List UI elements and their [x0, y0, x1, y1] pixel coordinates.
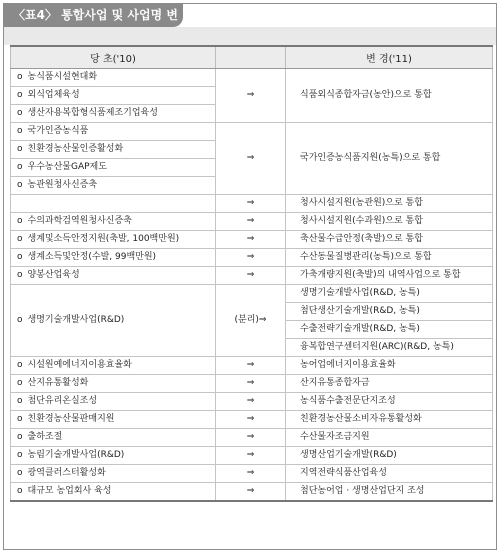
- original-item-label: 농림기술개발사업(R&D): [27, 450, 125, 460]
- bullet-icon: o: [17, 252, 23, 262]
- bullet-icon: o: [17, 468, 23, 478]
- changed-item: 산지유통종합자금: [286, 375, 493, 393]
- original-item: [11, 447, 216, 465]
- original-item: [11, 465, 216, 483]
- changed-item: 수산동물질병관리(농특)으로 통합: [286, 249, 493, 267]
- arrow-icon: ⇒: [216, 123, 286, 195]
- table-row: [11, 483, 493, 502]
- table-title: 〈표4〉 통합사업 및 사업명 변: [3, 3, 183, 27]
- bullet-icon: o: [17, 360, 23, 370]
- title-band: [4, 27, 496, 45]
- arrow-icon: ⇒: [216, 411, 286, 429]
- arrow-icon: ⇒: [216, 249, 286, 267]
- bullet-icon: o: [17, 396, 23, 406]
- original-item: [11, 159, 216, 177]
- original-item-label: 양봉산업육성: [27, 270, 80, 280]
- original-item-label: 친환경농산물판매지원: [27, 414, 115, 424]
- bullet-icon: o: [17, 216, 23, 226]
- table-row: [11, 429, 493, 447]
- bullet-icon: o: [17, 90, 23, 100]
- changed-item: 친환경농산물소비자유통활성화: [286, 411, 493, 429]
- original-item-label: 대규모 농업회사 육성: [27, 486, 112, 496]
- changed-item: 식품외식종합자금(농안)으로 통합: [286, 69, 493, 123]
- original-item-label: 생계소득및안정(수발, 99백만원): [27, 252, 157, 262]
- arrow-icon: ⇒: [216, 267, 286, 285]
- bullet-icon: o: [17, 108, 23, 118]
- changed-item: 농식품수출전문단지조성: [286, 393, 493, 411]
- bullet-icon: o: [17, 72, 23, 82]
- changed-item: 융복합연구센터지원(ARC)(R&D, 농특): [286, 339, 493, 357]
- original-item-label: 수의과학검역원청사신증축: [27, 216, 132, 226]
- original-item: [11, 429, 216, 447]
- original-item-label: 친환경농산물인증활성화: [27, 144, 124, 154]
- original-item: [11, 375, 216, 393]
- arrow-icon: ⇒: [216, 483, 286, 502]
- changed-item: 첨단생산기술개발(R&D, 농특): [286, 303, 493, 321]
- bullet-icon: o: [17, 162, 23, 172]
- changed-item: 생명기술개발사업(R&D, 농특): [286, 285, 493, 303]
- table-row: [11, 231, 493, 249]
- arrow-icon: ⇒: [216, 393, 286, 411]
- table-row: [11, 447, 493, 465]
- header-changed: 변 경('11): [286, 46, 493, 69]
- bullet-icon: o: [17, 234, 23, 244]
- original-item-label: 출하조절: [27, 432, 63, 442]
- arrow-icon: ⇒: [216, 447, 286, 465]
- table-row: [11, 375, 493, 393]
- arrow-icon: ⇒: [216, 213, 286, 231]
- table-row: [11, 123, 493, 141]
- bullet-icon: o: [17, 378, 23, 388]
- original-item: [11, 177, 216, 195]
- original-item: [11, 213, 216, 231]
- changed-item: 수산물자조금지원: [286, 429, 493, 447]
- original-item: [11, 357, 216, 375]
- original-item-label: 농관원청사신증축: [27, 180, 98, 190]
- original-item-label: 광역클러스터활성화: [27, 468, 106, 478]
- changed-item: 농어업에너지이용효율화: [286, 357, 493, 375]
- original-item-label: 생산자용복합형식품제조기업육성: [27, 108, 158, 118]
- bullet-icon: o: [17, 144, 23, 154]
- changed-item: 첨단농어업 · 생명산업단지 조성: [286, 483, 493, 502]
- changed-item: 가축개량지원(축발)의 내역사업으로 통합: [286, 267, 493, 285]
- original-item-label: 우수농산물GAP제도: [27, 162, 107, 172]
- arrow-icon: ⇒: [216, 375, 286, 393]
- table-row: [11, 69, 493, 87]
- arrow-icon: ⇒: [216, 195, 286, 213]
- changed-item: 청사시설지원(농관원)으로 통합: [286, 195, 493, 213]
- original-item-label: 생계및소득안정지원(축발, 100백만원): [27, 234, 180, 244]
- original-item-label: 생명기술개발사업(R&D): [27, 315, 125, 325]
- original-item: [11, 249, 216, 267]
- original-item-label: 외식업체육성: [27, 90, 80, 100]
- changed-item: 생명산업기술개발(R&D): [286, 447, 493, 465]
- original-item-label: 국가인증농식품: [27, 126, 89, 136]
- changed-item: 축산물수급안정(축발)으로 통합: [286, 231, 493, 249]
- table-row: [11, 465, 493, 483]
- original-item: [11, 87, 216, 105]
- bullet-icon: o: [17, 270, 23, 280]
- arrow-icon: ⇒: [216, 357, 286, 375]
- table-row: [11, 357, 493, 375]
- table-row: [11, 249, 493, 267]
- bullet-icon: o: [17, 315, 23, 325]
- table-row: [11, 411, 493, 429]
- original-item: [11, 141, 216, 159]
- original-item-label: 시설원예에너지이용효율화: [27, 360, 132, 370]
- bullet-icon: o: [17, 180, 23, 190]
- bullet-icon: o: [17, 414, 23, 424]
- bullet-icon: o: [17, 450, 23, 460]
- arrow-icon: ⇒: [216, 231, 286, 249]
- arrow-icon: ⇒: [216, 465, 286, 483]
- table-row: [11, 267, 493, 285]
- changed-item: 청사시설지원(수과원)으로 통합: [286, 213, 493, 231]
- arrow-icon: ⇒: [216, 429, 286, 447]
- changed-item: 지역전략식품산업육성: [286, 465, 493, 483]
- original-item: [11, 483, 216, 502]
- original-item: [11, 195, 216, 213]
- arrow-icon: (분리)⇒: [216, 285, 286, 357]
- original-item: [11, 231, 216, 249]
- table-row: [11, 213, 493, 231]
- original-item: [11, 69, 216, 87]
- original-item-label: 첨단유리온실조성: [27, 396, 98, 406]
- original-item-label: 산지유통활성화: [27, 378, 89, 388]
- original-item: [11, 411, 216, 429]
- original-item: [11, 105, 216, 123]
- table-row: [11, 285, 493, 303]
- table-row: [11, 195, 493, 213]
- bullet-icon: o: [17, 486, 23, 496]
- original-item: [11, 393, 216, 411]
- changed-item: 국가인증농식품지원(농특)으로 통합: [286, 123, 493, 195]
- original-item-label: 농식품시설현대화: [27, 72, 98, 82]
- arrow-icon: ⇒: [216, 69, 286, 123]
- header-original: 당 초('10): [11, 46, 216, 69]
- changed-item: 수출전략기술개발(R&D, 농특): [286, 321, 493, 339]
- program-change-table: [10, 45, 493, 502]
- bullet-icon: o: [17, 126, 23, 136]
- original-item: [11, 267, 216, 285]
- header-arrow: [216, 46, 286, 69]
- bullet-icon: o: [17, 432, 23, 442]
- original-item: [11, 123, 216, 141]
- table-row: [11, 393, 493, 411]
- original-item: [11, 285, 216, 357]
